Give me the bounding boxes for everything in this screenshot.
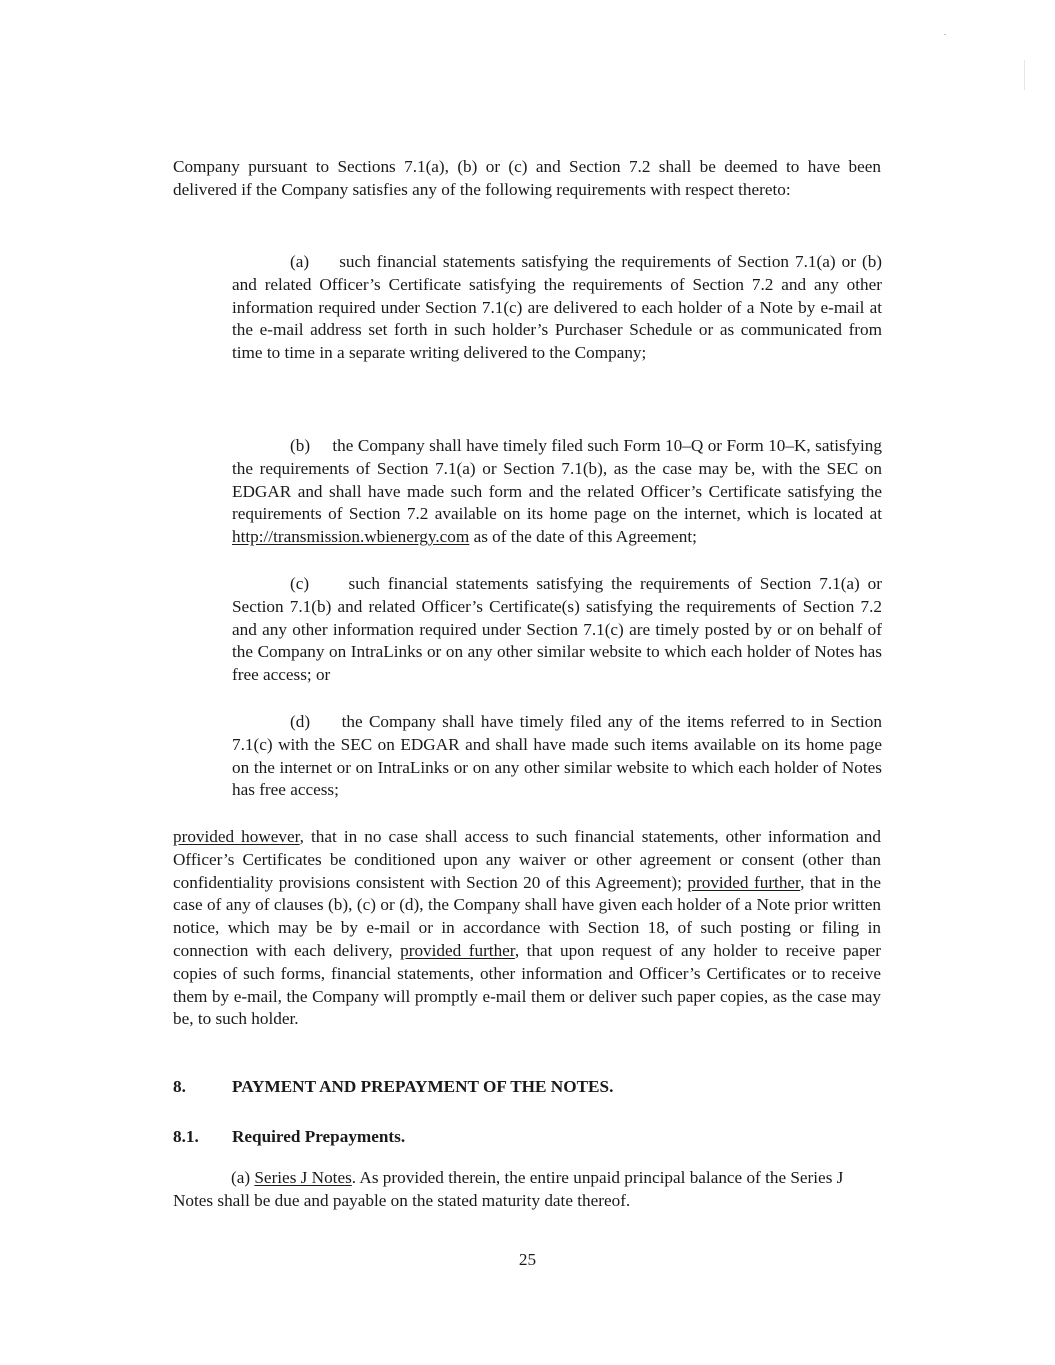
- provided-further-term: provided further: [400, 940, 515, 960]
- series-j-term: Series J Notes: [254, 1168, 352, 1187]
- clause-b: [232, 435, 882, 549]
- clause-text: such financial statements satisfying the requirements of Section 7.1(a) or Section 7.1(b) and related Officer’s Certificate(s) satisfying the requirements of Section 7.2 and any other information required under Section 7.1(c) are timely posted by or on behalf of the Company on IntraLinks or on any other similar website to which each holder of Notes has free access; or: [232, 574, 882, 685]
- section-number: 8.1.: [173, 1127, 199, 1146]
- proviso-paragraph: provided however, that in no case shall access to such financial statements, other information and Officer’s Certificates be conditioned upon any waiver or other agreement or consent (other than confidentiality provisions consistent with Section 20 of this Agreement); provided further, that in the case of any of clauses (b), (c) or (d), the Company shall have given each holder of a Note prior written notice, which may be by e-mail or in accordance with Section 18, of such posting or filing in connection with each delivery, provided further, that upon request of any holder to receive paper copies of such forms, financial statements, other information and Officer’s Certificates or to receive them by e-mail, the Company will promptly e-mail them or deliver such paper copies, as the case may be, to such holder.: [173, 827, 882, 1029]
- clause-text: the Company shall have timely filed such Form 10–Q or Form 10–K, satisfying the requirements of Section 7.1(a) or Section 7.1(b), as the case may be, with the SEC on EDGAR and shall have made such form and the related Officer’s Certificate satisfying the requirements of Section 7.2 available on its home page on the internet, which is located at: [232, 436, 882, 524]
- series-j-paragraph: (a) Series J Notes. As provided therein, the entire unpaid principal balance of the Series J Notes shall be due and payable on the stated maturity date thereof.: [173, 1168, 844, 1210]
- clause-label: (a): [231, 1168, 251, 1187]
- section-title: PAYMENT AND PREPAYMENT OF THE NOTES.: [232, 1077, 614, 1096]
- clause-label: (b): [290, 436, 311, 455]
- provided-however-term: provided however: [173, 827, 300, 846]
- clause-label: (a): [290, 252, 310, 271]
- section-title: Required Prepayments.: [232, 1127, 406, 1146]
- clause-c: [232, 573, 882, 687]
- section-8-heading: [173, 1076, 613, 1098]
- clause-a: [232, 251, 882, 365]
- intro-paragraph: Company pursuant to Sections 7.1(a), (b) or (c) and Section 7.2 shall be deemed to have been delivered if the Company satisfies any of the following requirements with respect thereto:: [173, 157, 881, 199]
- clause-text: as of the date of this Agreement;: [473, 527, 697, 547]
- section-number: 8.: [173, 1077, 186, 1096]
- clause-text: such financial statements satisfying the requirements of Section 7.1(a) or (b) and related Officer’s Certificate satisfying the requirements of Section 7.2 and any other information required under Section 7.1(c) are delivered to each holder of a Note by e-mail at the e-mail address set forth in such holder’s Purchaser Schedule or as communicated from time to time in a separate writing delivered to the Company;: [232, 252, 883, 363]
- page-number: 25: [518, 1250, 537, 1269]
- scan-edge: [1024, 60, 1025, 90]
- scan-speck: [944, 34, 946, 35]
- section-8-1-heading: [173, 1126, 405, 1148]
- clause-label: (c): [290, 574, 310, 593]
- clause-text: the Company shall have timely filed any of the items referred to in Section 7.1(c) with the SEC on EDGAR and shall have made such items available on its home page on the internet or on IntraLinks or on any other similar website to which each holder of Notes has free access;: [232, 712, 882, 800]
- homepage-link[interactable]: http://transmission.wbienergy.com: [232, 527, 470, 547]
- clause-label: (d): [290, 712, 311, 731]
- provided-further-term: provided further: [687, 872, 801, 892]
- clause-d: [232, 711, 882, 802]
